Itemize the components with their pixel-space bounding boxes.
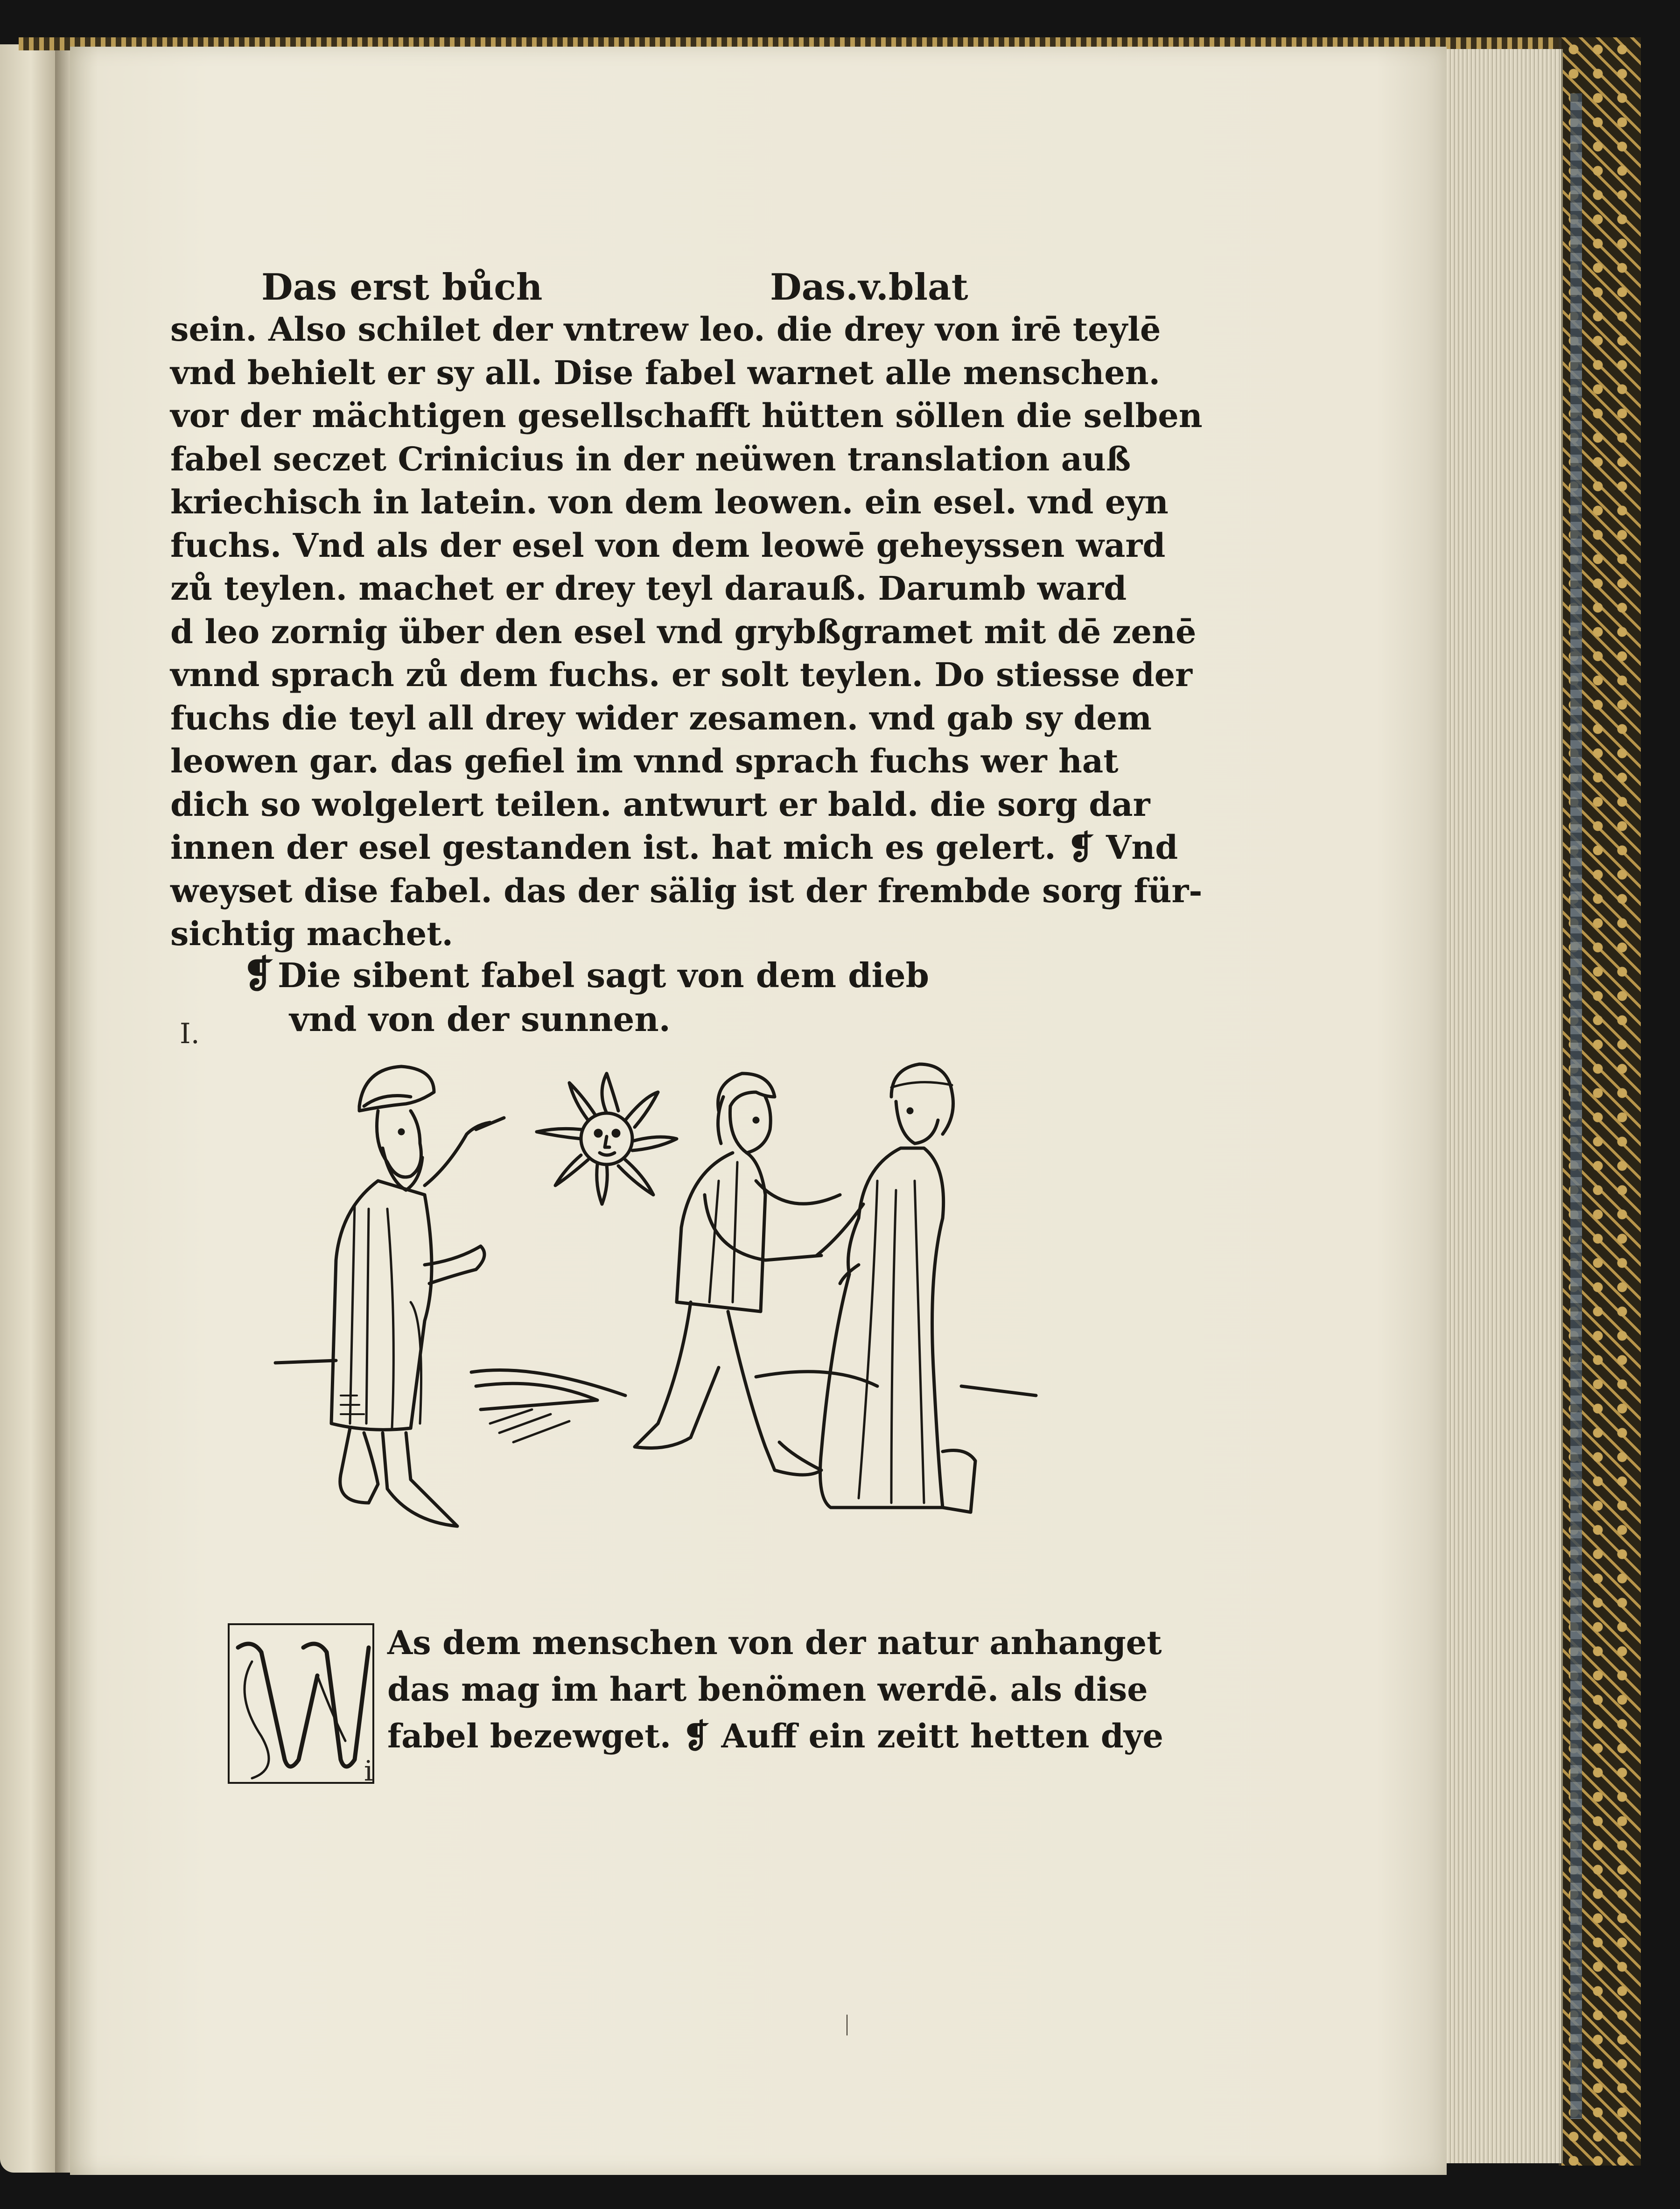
text-line: fuchs. Vnd als der esel von dem leowē geheyssen ward (170, 526, 1166, 565)
text-line: das mag im hart benömen werdē. als dise (387, 1670, 1148, 1709)
text-line: weyset dise fabel. das der sälig ist der frembde sorg für- (170, 871, 1203, 910)
young-man-figure (635, 1073, 840, 1475)
text-line: fabel seczet Crinicius in der neüwen translation auß (170, 439, 1131, 478)
text-line: As dem menschen von der natur anhanget (387, 1623, 1162, 1662)
text-line: dich so wolgelert teilen. antwurt er bald. die sorg dar (170, 785, 1150, 824)
ground-line (275, 1360, 336, 1363)
text-line: d leo zornig über den esel vnd grybßgramet mit dē zenē (170, 612, 1197, 651)
left-page-edge (0, 44, 56, 2173)
marbled-endpaper (1570, 93, 1582, 2119)
text-line: innen der esel gestanden ist. hat mich es gelert. ❡ Vnd (170, 828, 1178, 867)
text-line: vor der mächtigen gesellschafft hütten söllen die selben (170, 396, 1203, 435)
old-man-figure (331, 1066, 504, 1526)
text-line: sein. Also schilet der vntrew leo. die drey von irē teylē (170, 310, 1161, 349)
text-line: zů teylen. machet er drey teyl darauß. Darumb ward (170, 569, 1127, 608)
sun-icon (537, 1073, 677, 1204)
running-head-right: Das.v.blat (770, 266, 968, 309)
chapter-heading-line-2: vnd von der sunnen. (289, 999, 671, 1039)
fable-opening-text (387, 1620, 1163, 1760)
page-speck: ᛁ (840, 2012, 854, 2039)
text-line: sichtig machet. (170, 914, 453, 953)
text-line: fuchs die teyl all drey wider zesamen. vnd gab sy dem (170, 698, 1152, 737)
pilcrow-mark: ❡ (243, 952, 274, 996)
text-line: vnnd sprach zů dem fuchs. er solt teylen. Do stiesse der (170, 655, 1193, 694)
text-line: vnd behielt er sy all. Dise fabel warnet alle menschen. (170, 353, 1161, 392)
text-line: leowen gar. das gefiel im vnnd sprach fuchs wer hat (170, 742, 1119, 780)
running-head-left: Das erst bůch (261, 266, 543, 309)
initial-marginal-mark: i (364, 1755, 373, 1788)
text-line: kriechisch in latein. von dem leowen. ein esel. vnd eyn (170, 483, 1169, 521)
chapter-heading (243, 952, 929, 1041)
text-line: fabel bezewget. ❡ Auff ein zeitt hetten dye (387, 1717, 1163, 1755)
young-woman-figure (817, 1064, 975, 1512)
chapter-heading-line-1: Die sibent fabel sagt von dem dieb (278, 955, 929, 995)
woodcut-illustration (271, 1041, 1064, 1620)
body-text (170, 308, 1203, 956)
decorated-initial (224, 1620, 378, 1792)
marginal-mark: I. (180, 1017, 200, 1050)
page-fore-edge (1444, 49, 1563, 2163)
